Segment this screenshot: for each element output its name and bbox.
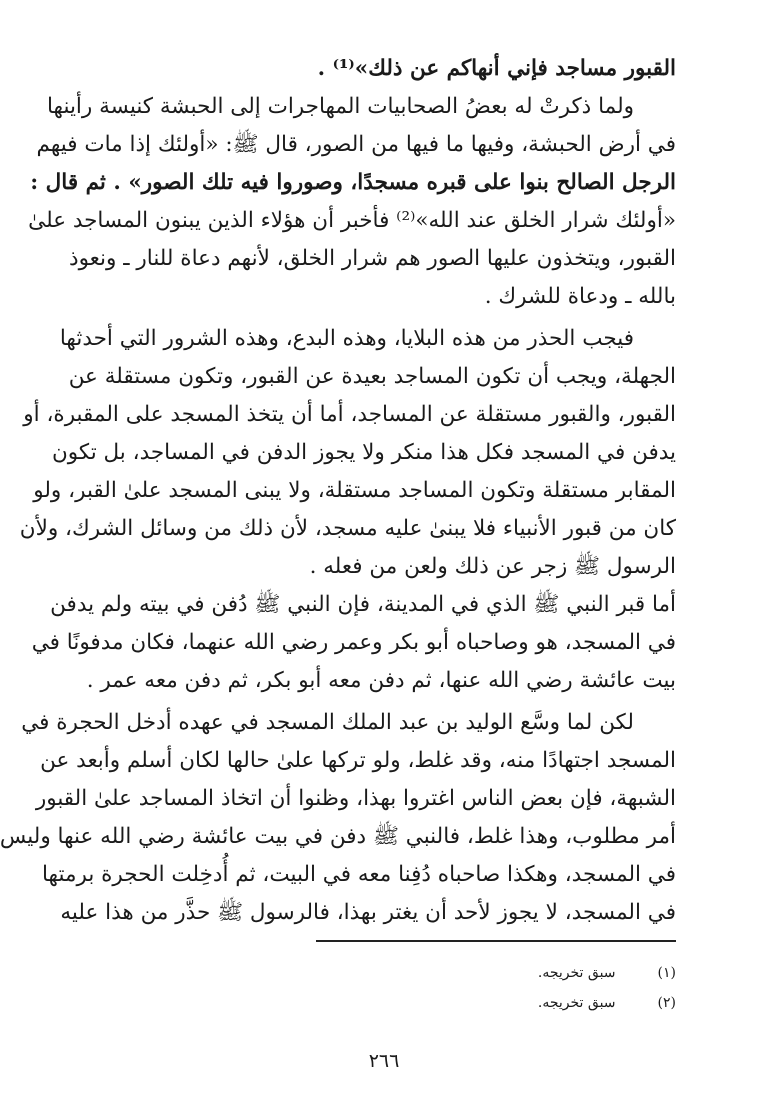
footnote <box>276 962 676 984</box>
footnote-number: (١) <box>657 965 676 981</box>
text-line: بالله ـ ودعاة للشرك . <box>484 284 676 309</box>
text-line: لكن لما وسَّع الوليد بن عبد الملك المسجد في عهده أدخل الحجرة في <box>21 710 634 735</box>
text-line: في المسجد، هو وصاحباه أبو بكر وعمر رضي الله عنهما، فكان مدفونًا في <box>31 630 676 655</box>
text-line: في المسجد، وهكذا صاحباه دُفِنا معه في البيت، ثم أُدخِلت الحجرة برمتها <box>42 862 676 887</box>
text-line: القبور، ويتخذون عليها الصور هم شرار الخلق، لأنهم دعاة للنار ـ ونعوذ <box>69 246 676 271</box>
text-line: الرسول ﷺ زجر عن ذلك ولعن من فعله . <box>309 554 676 579</box>
text-line: فيجب الحذر من هذه البلايا، وهذه البدع، وهذه الشرور التي أحدثها <box>59 326 634 351</box>
page-number: ٢٦٦ <box>368 1050 400 1072</box>
text-line: بيت عائشة رضي الله عنها، ثم دفن معه أبو بكر، ثم دفن معه عمر . <box>86 668 676 693</box>
text-line: في المسجد، لا يجوز لأحد أن يغتر بهذا، فالرسول ﷺ حذَّر من هذا عليه <box>60 900 676 925</box>
text-line: الجهلة، ويجب أن تكون المساجد بعيدة عن القبور، وتكون مستقلة عن <box>68 364 676 389</box>
text-line: الشبهة، فإن بعض الناس اغتروا بهذا، وظنوا أن اتخاذ المساجد علىٰ القبور <box>35 786 676 811</box>
text-line: كان من قبور الأنبياء فلا يبنىٰ عليه مسجد، لأن ذلك من وسائل الشرك، ولأن <box>19 516 676 541</box>
text-line: القبور مساجد فإني أنهاكم عن ذلك»⁽¹⁾ . <box>317 56 676 81</box>
footnote-text: سبق تخريجه. <box>537 995 616 1011</box>
text-line: القبور، والقبور مستقلة عن المساجد، أما أن يتخذ المسجد على المقبرة، أو <box>23 402 676 427</box>
text-line: في أرض الحبشة، وفيها ما فيها من الصور، قال ﷺ: «أولئك إذا مات فيهم <box>36 132 676 157</box>
text-line: المقابر مستقلة وتكون المساجد مستقلة، ولا يبنى المسجد علىٰ القبر، ولو <box>33 478 676 503</box>
footnote-separator <box>316 940 676 942</box>
text-line: «أولئك شرار الخلق عند الله»⁽²⁾ فأخبر أن هؤلاء الذين يبنون المساجد علىٰ <box>28 208 676 233</box>
footnote-text: سبق تخريجه. <box>537 965 616 981</box>
text-line: المسجد اجتهادًا منه، وقد غلط، ولو تركها علىٰ حالها لكان أسلم وأبعد عن <box>40 748 676 773</box>
text-line: الرجل الصالح بنوا على قبره مسجدًا، وصوروا فيه تلك الصور» . ثم قال : <box>30 170 676 195</box>
text-line: ولما ذكرتْ له بعضُ الصحابيات المهاجرات إلى الحبشة كنيسة رأينها <box>47 94 634 119</box>
text-line: أما قبر النبي ﷺ الذي في المدينة، فإن النبي ﷺ دُفن في بيته ولم يدفن <box>50 592 676 617</box>
footnote <box>276 992 676 1014</box>
text-line: يدفن في المسجد فكل هذا منكر ولا يجوز الدفن في المساجد، بل تكون <box>51 440 676 465</box>
footnote-number: (٢) <box>657 995 676 1011</box>
text-line: أمر مطلوب، وهذا غلط، فالنبي ﷺ دفن في بيت عائشة رضي الله عنها وليس <box>0 824 676 849</box>
